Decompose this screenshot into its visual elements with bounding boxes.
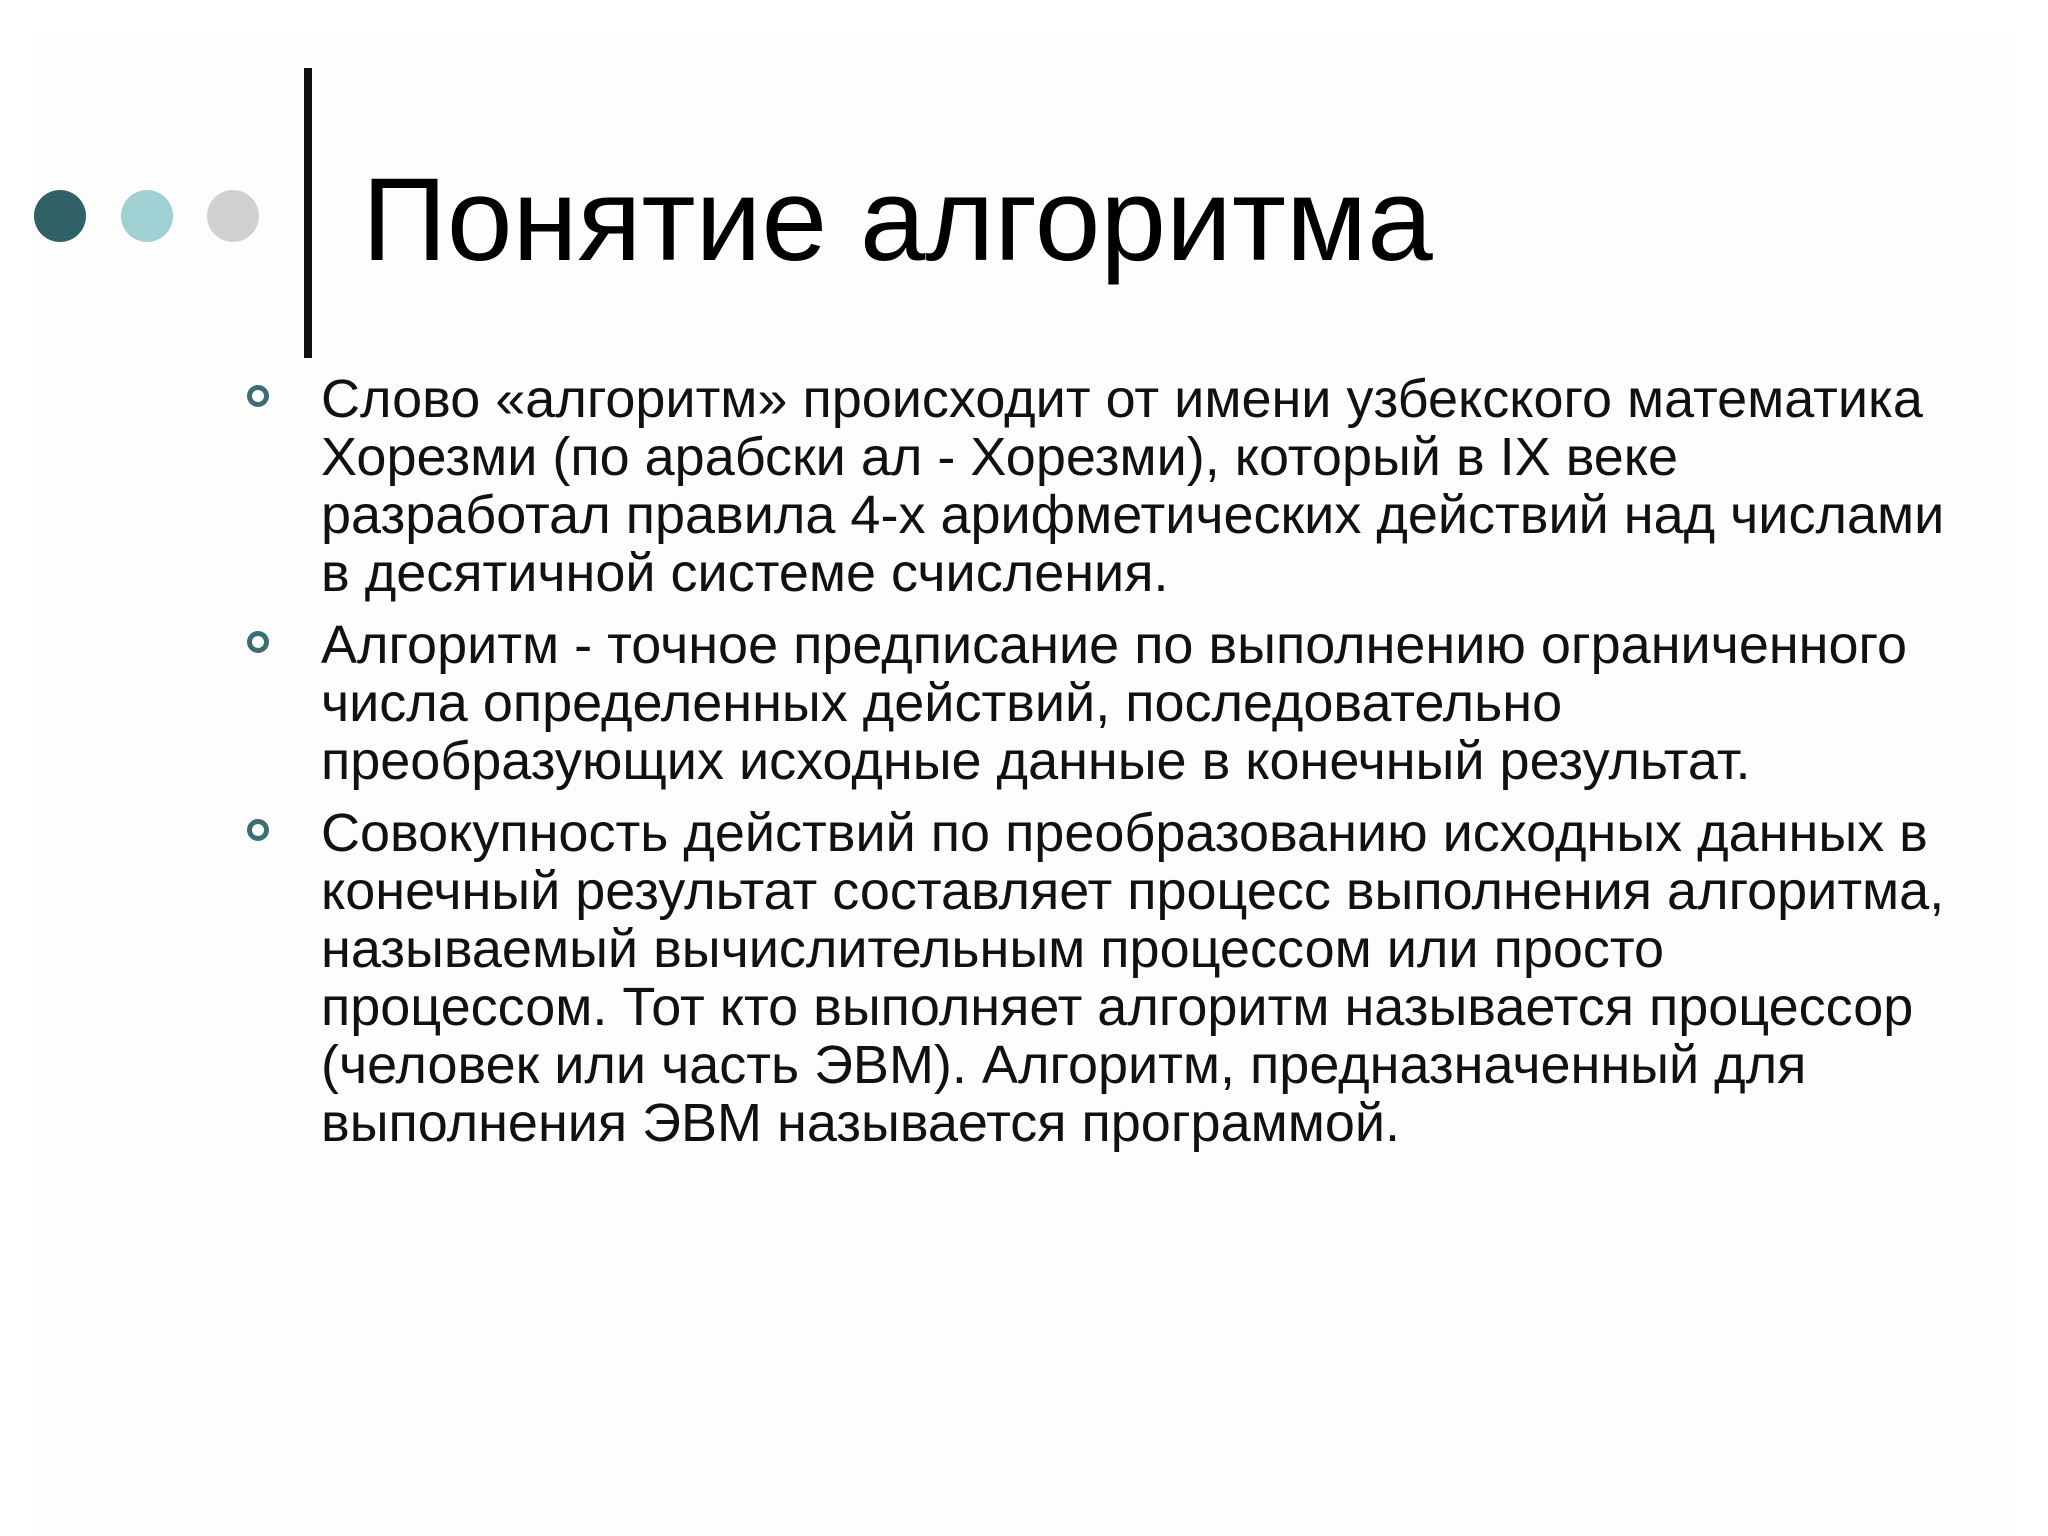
slide-title: Понятие алгоритма	[362, 154, 1433, 286]
bullet-text: Совокупность действий по преобразованию исходных данных в конечный результат составляет процесс выполнения алгоритма, называемый вычислительным процессом или просто процессом. Тот кто выполняет алгоритм называется процессор (человек или часть ЭВМ). Алгоритм, предназначенный для выполнения ЭВМ называется программой.	[321, 803, 1945, 1153]
gray-dot-icon	[207, 190, 259, 242]
bullet-item	[246, 370, 1956, 602]
ring-bullet-icon	[247, 631, 269, 653]
bullet-list	[246, 370, 1956, 1166]
light-teal-dot-icon	[121, 190, 173, 242]
bullet-text: Алгоритм - точное предписание по выполнению ограниченного числа определенных действий, последовательно преобразующих исходные данные в конечный результат.	[321, 615, 1908, 791]
dark-teal-dot-icon	[34, 190, 86, 242]
bullet-text: Слово «алгоритм» происходит от имени узбекского математика Хорезми (по арабски ал - Хорезми), который в IX веке разработал правила 4-х арифметических действий над числами в десятичной системе счисления.	[321, 369, 1945, 603]
bullet-item	[246, 804, 1956, 1152]
ring-bullet-icon	[247, 819, 269, 841]
bullet-item	[246, 616, 1956, 790]
ring-bullet-icon	[247, 385, 269, 407]
title-divider	[304, 68, 312, 358]
